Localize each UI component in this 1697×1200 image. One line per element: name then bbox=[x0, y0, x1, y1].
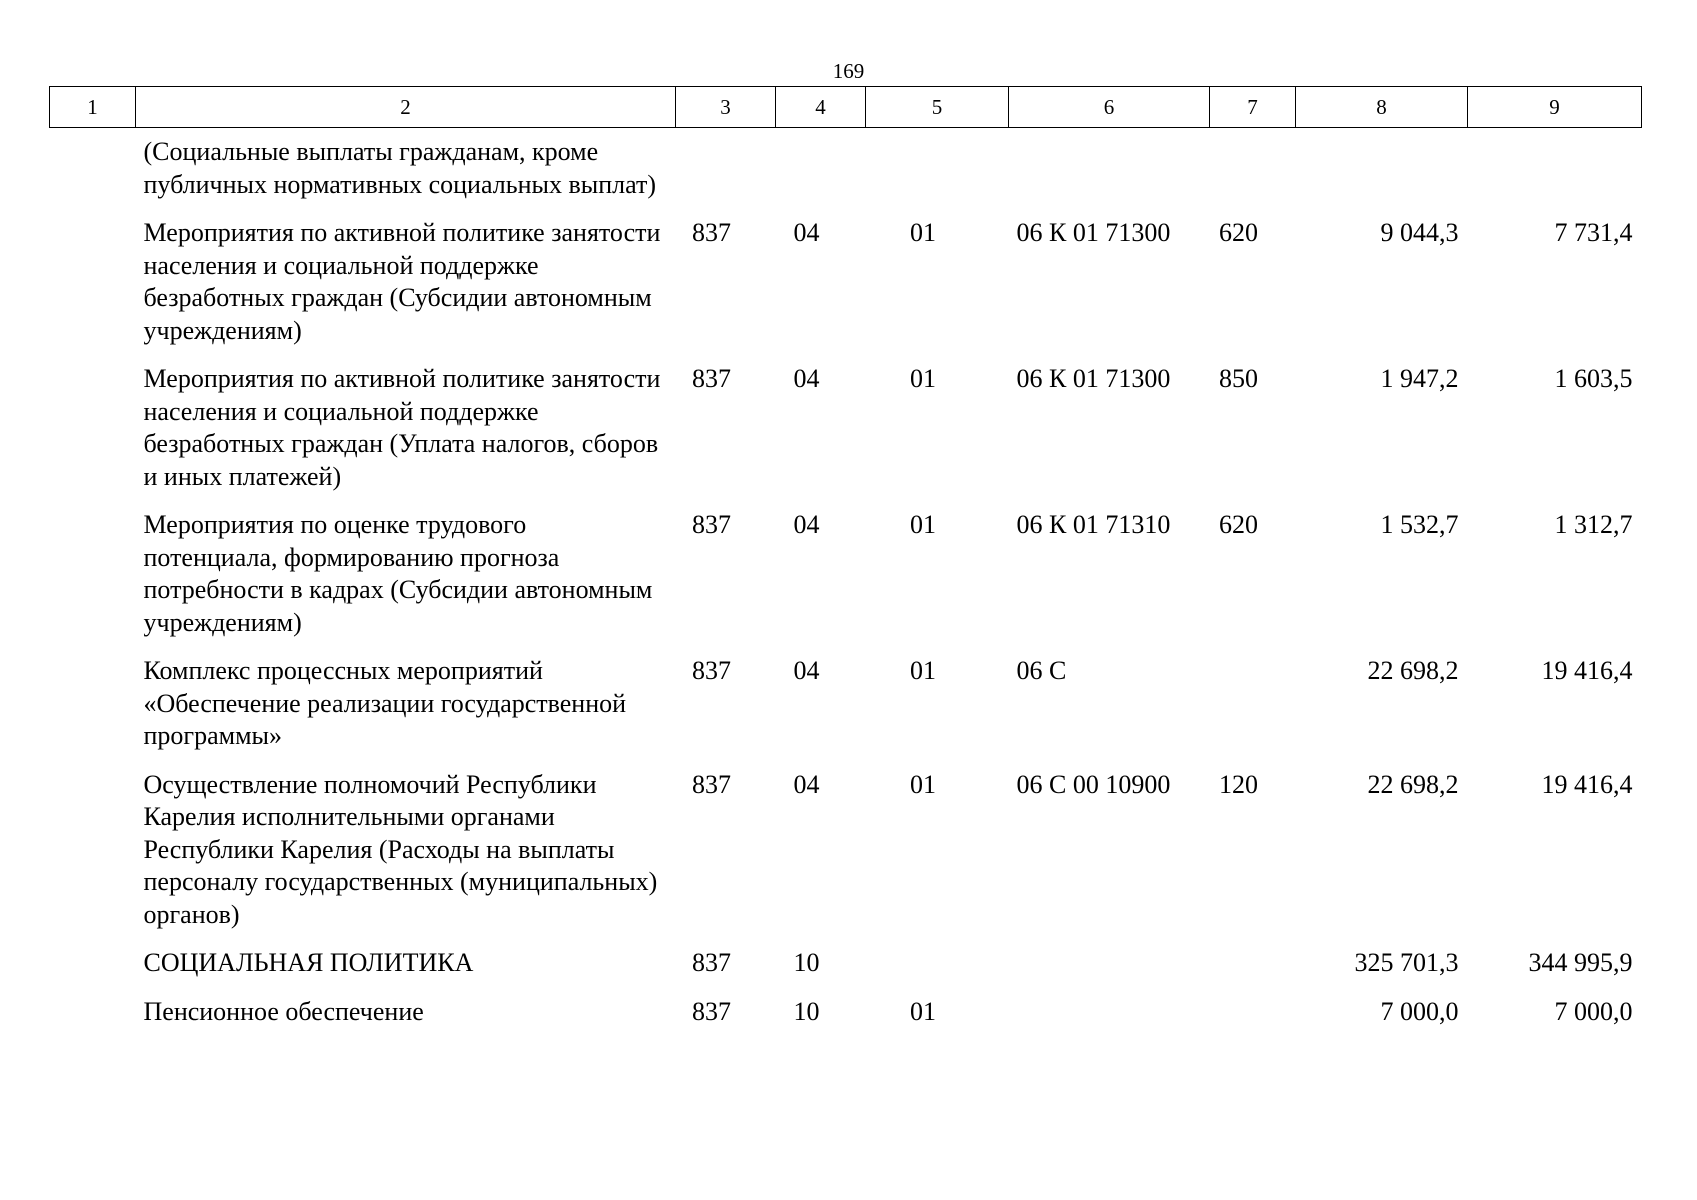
cell-name: Осуществление полномочий Республики Карелия исполнительными органами Республики Карелия (Расходы на выплаты персоналу государственных (муниципальных) органов) bbox=[143, 769, 658, 929]
cell-grbs: 837 bbox=[692, 510, 731, 539]
cell-expense-type: 850 bbox=[1219, 364, 1258, 393]
table-row bbox=[50, 947, 1642, 996]
cell-name: Мероприятия по оценке трудового потенциала, формированию прогноза потребности в кадрах (Субсидии автономным учреждениям) bbox=[143, 510, 653, 637]
cell-amount-1: 22 698,2 bbox=[1367, 769, 1459, 799]
cell-section: 10 bbox=[793, 996, 820, 1026]
column-number-3: 3 bbox=[676, 87, 776, 128]
column-number-5: 5 bbox=[866, 87, 1009, 128]
cell-index bbox=[50, 509, 136, 655]
table-header bbox=[50, 87, 1642, 128]
cell-name: Мероприятия по активной политике занятости населения и социальной поддержке безработных граждан (Уплата налогов, сборов и иных платежей) bbox=[143, 364, 661, 491]
cell-amount-2: 19 416,4 bbox=[1541, 656, 1633, 685]
column-number-4: 4 bbox=[776, 87, 866, 128]
cell-grbs: 837 bbox=[692, 364, 731, 393]
column-number-9: 9 bbox=[1468, 87, 1642, 128]
cell-section: 04 bbox=[793, 510, 820, 539]
cell-section: 04 bbox=[793, 656, 820, 685]
column-number-8: 8 bbox=[1296, 87, 1468, 128]
page-number: 169 bbox=[832, 59, 865, 83]
cell-name: Комплекс процессных мероприятий «Обеспечение реализации государственной программы» bbox=[143, 656, 627, 750]
cell-amount-2: 7 731,4 bbox=[1554, 218, 1633, 247]
column-number-1: 1 bbox=[50, 87, 136, 128]
cell-name: Мероприятия по активной политике занятости населения и социальной поддержке безработных граждан (Субсидии автономным учреждениям) bbox=[143, 218, 661, 345]
cell-section: 04 bbox=[793, 218, 820, 247]
cell-subsection: 01 bbox=[910, 996, 936, 1026]
cell-subsection bbox=[866, 128, 1009, 218]
cell-index bbox=[50, 363, 136, 509]
column-number-2: 2 bbox=[136, 87, 676, 128]
table-row bbox=[50, 996, 1642, 1045]
cell-index bbox=[50, 769, 136, 948]
cell-amount-2: 7 000,0 bbox=[1554, 996, 1633, 1026]
column-number-6: 6 bbox=[1009, 87, 1210, 128]
table-row bbox=[50, 217, 1642, 363]
cell-grbs: 837 bbox=[692, 996, 731, 1026]
cell-name: (Социальные выплаты гражданам, кроме публичных нормативных социальных выплат) bbox=[143, 137, 656, 199]
cell-amount-2: 1 312,7 bbox=[1554, 510, 1633, 539]
cell-grbs: 837 bbox=[692, 218, 731, 247]
cell-index bbox=[50, 655, 136, 769]
cell-amount-2: 1 603,5 bbox=[1554, 364, 1633, 393]
cell-expense-type bbox=[1210, 128, 1296, 218]
cell-expense-type: 620 bbox=[1219, 218, 1258, 247]
cell-amount-2: 19 416,4 bbox=[1541, 769, 1633, 799]
cell-amount-1: 22 698,2 bbox=[1367, 656, 1459, 685]
cell-grbs: 837 bbox=[692, 656, 731, 685]
cell-grbs: 837 bbox=[692, 948, 731, 977]
cell-expense-type bbox=[1210, 947, 1296, 996]
cell-target-article: 06 К 01 71300 bbox=[1016, 218, 1171, 247]
table-row bbox=[50, 509, 1642, 655]
cell-name: СОЦИАЛЬНАЯ ПОЛИТИКА bbox=[143, 948, 474, 977]
cell-subsection: 01 bbox=[910, 510, 936, 539]
cell-subsection bbox=[866, 947, 1009, 996]
cell-amount-1: 1 947,2 bbox=[1380, 364, 1459, 393]
cell-index bbox=[50, 128, 136, 218]
cell-subsection: 01 bbox=[910, 656, 936, 685]
cell-expense-type: 620 bbox=[1219, 510, 1258, 539]
cell-target-article bbox=[1009, 947, 1210, 996]
column-number-7: 7 bbox=[1210, 87, 1296, 128]
cell-amount-1: 325 701,3 bbox=[1354, 948, 1459, 977]
cell-grbs bbox=[676, 128, 776, 218]
table-body bbox=[50, 128, 1642, 1045]
cell-subsection: 01 bbox=[910, 769, 936, 799]
cell-amount-1: 7 000,0 bbox=[1380, 996, 1459, 1026]
cell-target-article bbox=[1009, 128, 1210, 218]
cell-amount-1: 9 044,3 bbox=[1380, 218, 1459, 247]
table-row bbox=[50, 655, 1642, 769]
table-row bbox=[50, 128, 1642, 218]
cell-target-article: 06 С bbox=[1016, 656, 1067, 685]
cell-name: Пенсионное обеспечение bbox=[143, 996, 424, 1026]
cell-section bbox=[776, 128, 866, 218]
cell-index bbox=[50, 217, 136, 363]
cell-subsection: 01 bbox=[910, 364, 936, 393]
cell-section: 04 bbox=[793, 769, 820, 799]
cell-amount-1 bbox=[1296, 128, 1468, 218]
header-row bbox=[50, 87, 1642, 128]
cell-grbs: 837 bbox=[692, 769, 731, 799]
cell-section: 10 bbox=[793, 948, 820, 977]
budget-table bbox=[49, 86, 1642, 1044]
cell-target-article: 06 К 01 71300 bbox=[1016, 364, 1171, 393]
cell-expense-type bbox=[1210, 996, 1296, 1045]
cell-index bbox=[50, 996, 136, 1045]
table-row bbox=[50, 769, 1642, 948]
cell-target-article: 06 С 00 10900 bbox=[1016, 769, 1171, 799]
cell-expense-type bbox=[1210, 655, 1296, 769]
cell-expense-type: 120 bbox=[1219, 769, 1258, 799]
cell-amount-2: 344 995,9 bbox=[1528, 948, 1633, 977]
cell-index bbox=[50, 947, 136, 996]
cell-amount-1: 1 532,7 bbox=[1380, 510, 1459, 539]
cell-target-article bbox=[1009, 996, 1210, 1045]
cell-target-article: 06 К 01 71310 bbox=[1016, 510, 1171, 539]
cell-amount-2 bbox=[1468, 128, 1642, 218]
cell-subsection: 01 bbox=[910, 218, 936, 247]
table-row bbox=[50, 363, 1642, 509]
cell-section: 04 bbox=[793, 364, 820, 393]
